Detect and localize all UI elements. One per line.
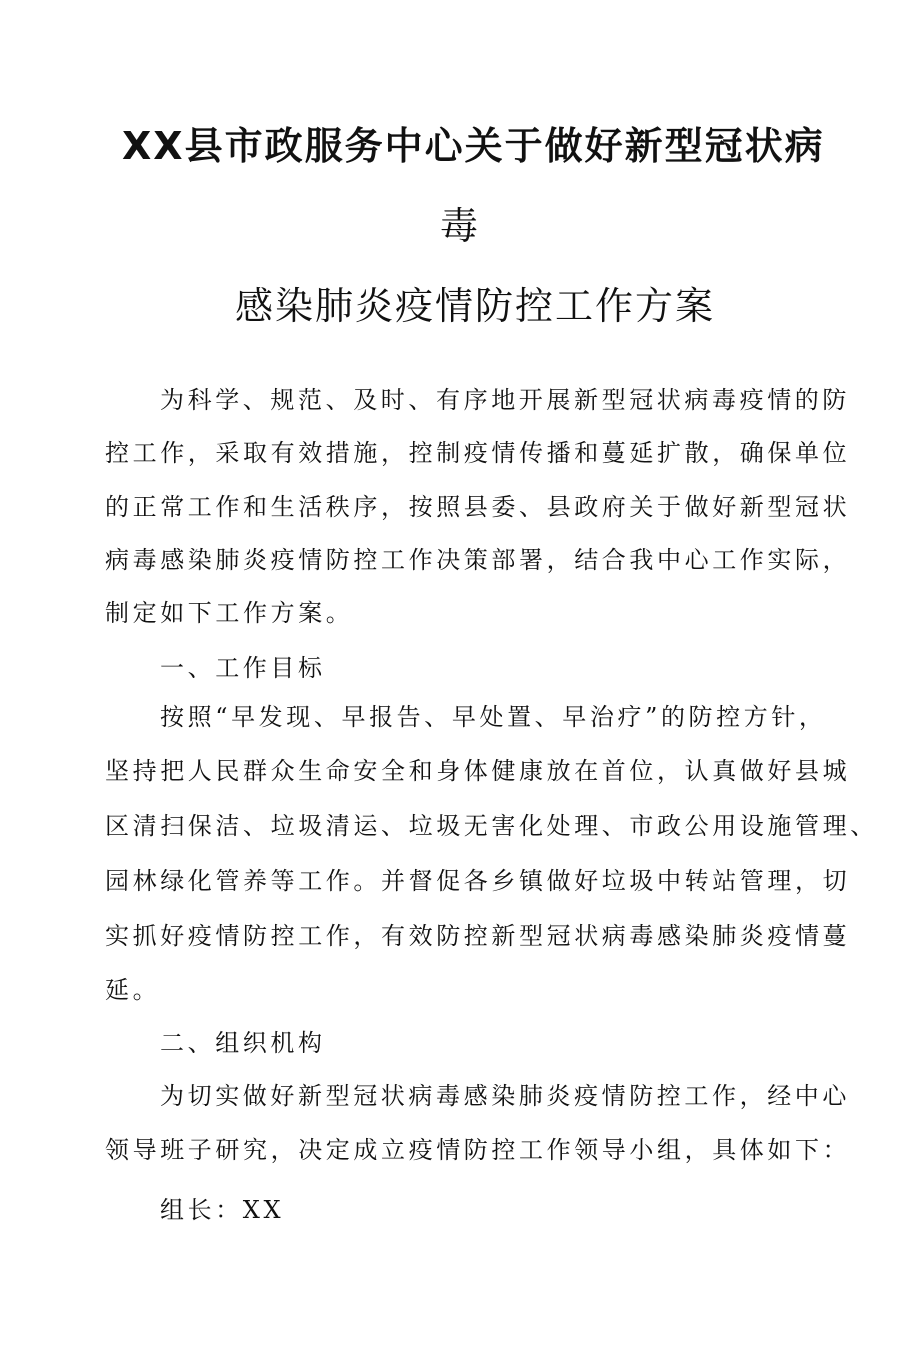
paragraph-line: 病毒感染肺炎疫情防控工作决策部署，结合我中心工作实际， <box>105 546 851 574</box>
paragraph-line: 按照“早发现、早报告、早处置、早治疗”的防控方针， <box>160 703 827 731</box>
paragraph-line: 为切实做好新型冠状病毒感染肺炎疫情防控工作，经中心 <box>160 1082 850 1110</box>
paragraph-line: 园林绿化管养等工作。并督促各乡镇做好垃圾中转站管理，切 <box>105 867 851 895</box>
paragraph-line: 制定如下工作方案。 <box>105 599 354 627</box>
section-heading: 二、组织机构 <box>160 1029 326 1057</box>
leader-line: 组长：XX <box>160 1196 285 1224</box>
paragraph-line: 控工作，采取有效措施，控制疫情传播和蔓延扩散，确保单位 <box>105 439 851 467</box>
paragraph-line: 实抓好疫情防控工作，有效防控新型冠状病毒感染肺炎疫情蔓 <box>105 922 851 950</box>
document-title-line-1: XX县市政服务中心关于做好新型冠状病 <box>122 124 825 168</box>
paragraph-line: 的正常工作和生活秩序，按照县委、县政府关于做好新型冠状 <box>105 493 851 521</box>
paragraph-line: 坚持把人民群众生命安全和身体健康放在首位，认真做好县城 <box>105 757 851 785</box>
document-title-line-3: 感染肺炎疫情防控工作方案 <box>235 284 716 328</box>
paragraph-line: 延。 <box>105 976 161 1004</box>
paragraph-line: 为科学、规范、及时、有序地开展新型冠状病毒疫情的防 <box>160 386 850 414</box>
document-title-line-2: 毒 <box>440 204 481 248</box>
paragraph-line: 区清扫保洁、垃圾清运、垃圾无害化处理、市政公用设施管理、 <box>105 812 878 840</box>
paragraph-line: 领导班子研究，决定成立疫情防控工作领导小组，具体如下： <box>105 1136 851 1164</box>
section-heading: 一、工作目标 <box>160 654 326 682</box>
